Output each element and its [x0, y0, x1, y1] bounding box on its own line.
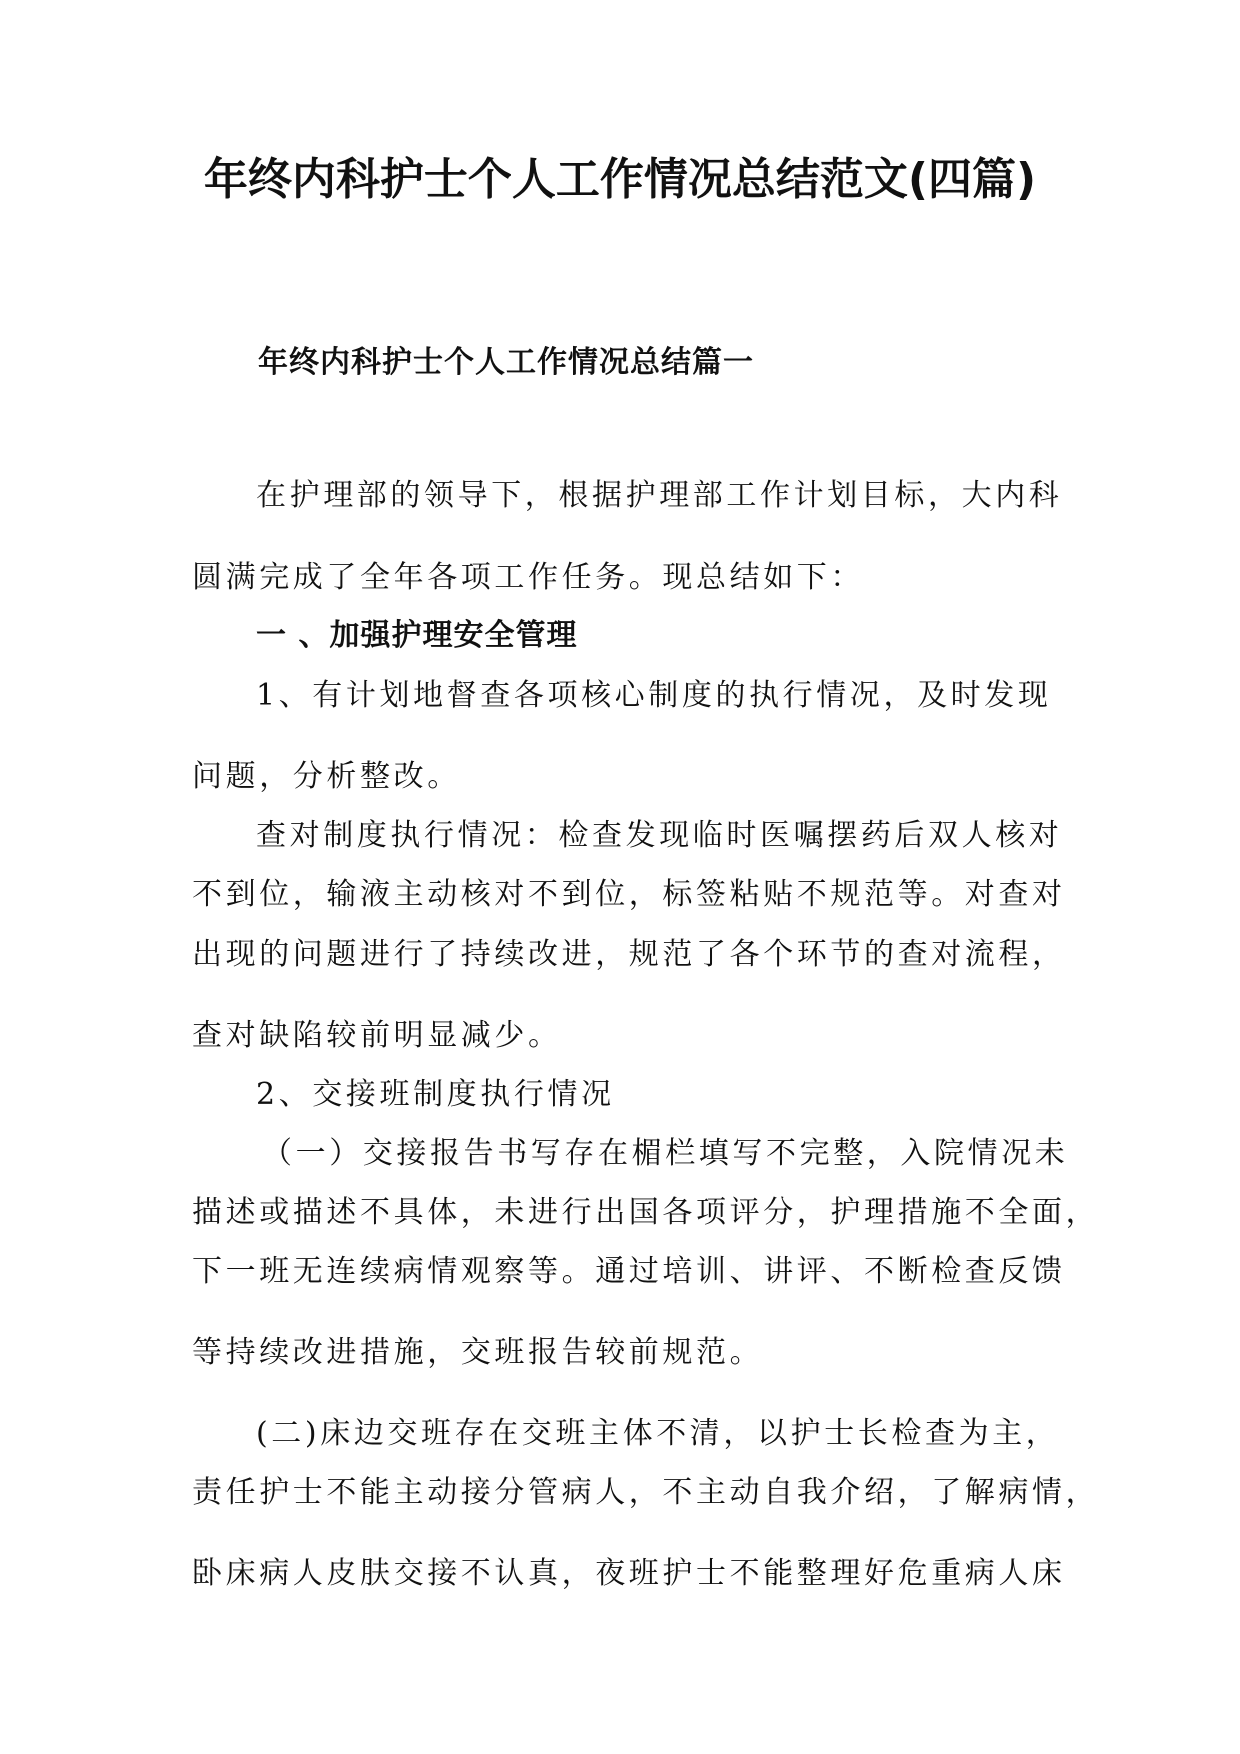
subsection-heading: 一 、加强护理安全管理 — [256, 618, 578, 653]
paragraph-line: 不到位，输液主动核对不到位，标签粘贴不规范等。对查对 — [192, 877, 1066, 912]
paragraph-line: 查对制度执行情况：检查发现临时医嘱摆药后双人核对 — [256, 818, 1063, 853]
paragraph-line: 卧床病人皮肤交接不认真，夜班护士不能整理好危重病人床 — [192, 1556, 1066, 1591]
paragraph-line: 问题，分析整改。 — [192, 759, 461, 794]
paragraph-line: 下一班无连续病情观察等。通过培训、讲评、不断检查反馈 — [192, 1254, 1066, 1289]
paragraph-line: (二)床边交班存在交班主体不清，以护士长检查为主， — [256, 1416, 1060, 1451]
document-title: 年终内科护士个人工作情况总结范文(四篇) — [203, 154, 1037, 205]
paragraph-line: 在护理部的领导下，根据护理部工作计划目标，大内科 — [256, 478, 1063, 513]
paragraph-line: 出现的问题进行了持续改进，规范了各个环节的查对流程， — [192, 937, 1066, 972]
paragraph-line: 责任护士不能主动接分管病人，不主动自我介绍，了解病情， — [192, 1475, 1100, 1510]
paragraph-line: 圆满完成了全年各项工作任务。现总结如下： — [192, 560, 864, 595]
paragraph-line: 2、交接班制度执行情况 — [256, 1077, 615, 1112]
paragraph-line: （一）交接报告书写存在楣栏填写不完整，入院情况未 — [262, 1136, 1069, 1171]
paragraph-line: 查对缺陷较前明显减少。 — [192, 1018, 562, 1053]
paragraph-line: 1、有计划地督查各项核心制度的执行情况，及时发现 — [256, 678, 1052, 713]
paragraph-line: 等持续改进措施，交班报告较前规范。 — [192, 1335, 764, 1370]
section-heading: 年终内科护士个人工作情况总结篇一 — [258, 345, 754, 380]
paragraph-line: 描述或描述不具体，未进行出国各项评分，护理措施不全面， — [192, 1195, 1100, 1230]
